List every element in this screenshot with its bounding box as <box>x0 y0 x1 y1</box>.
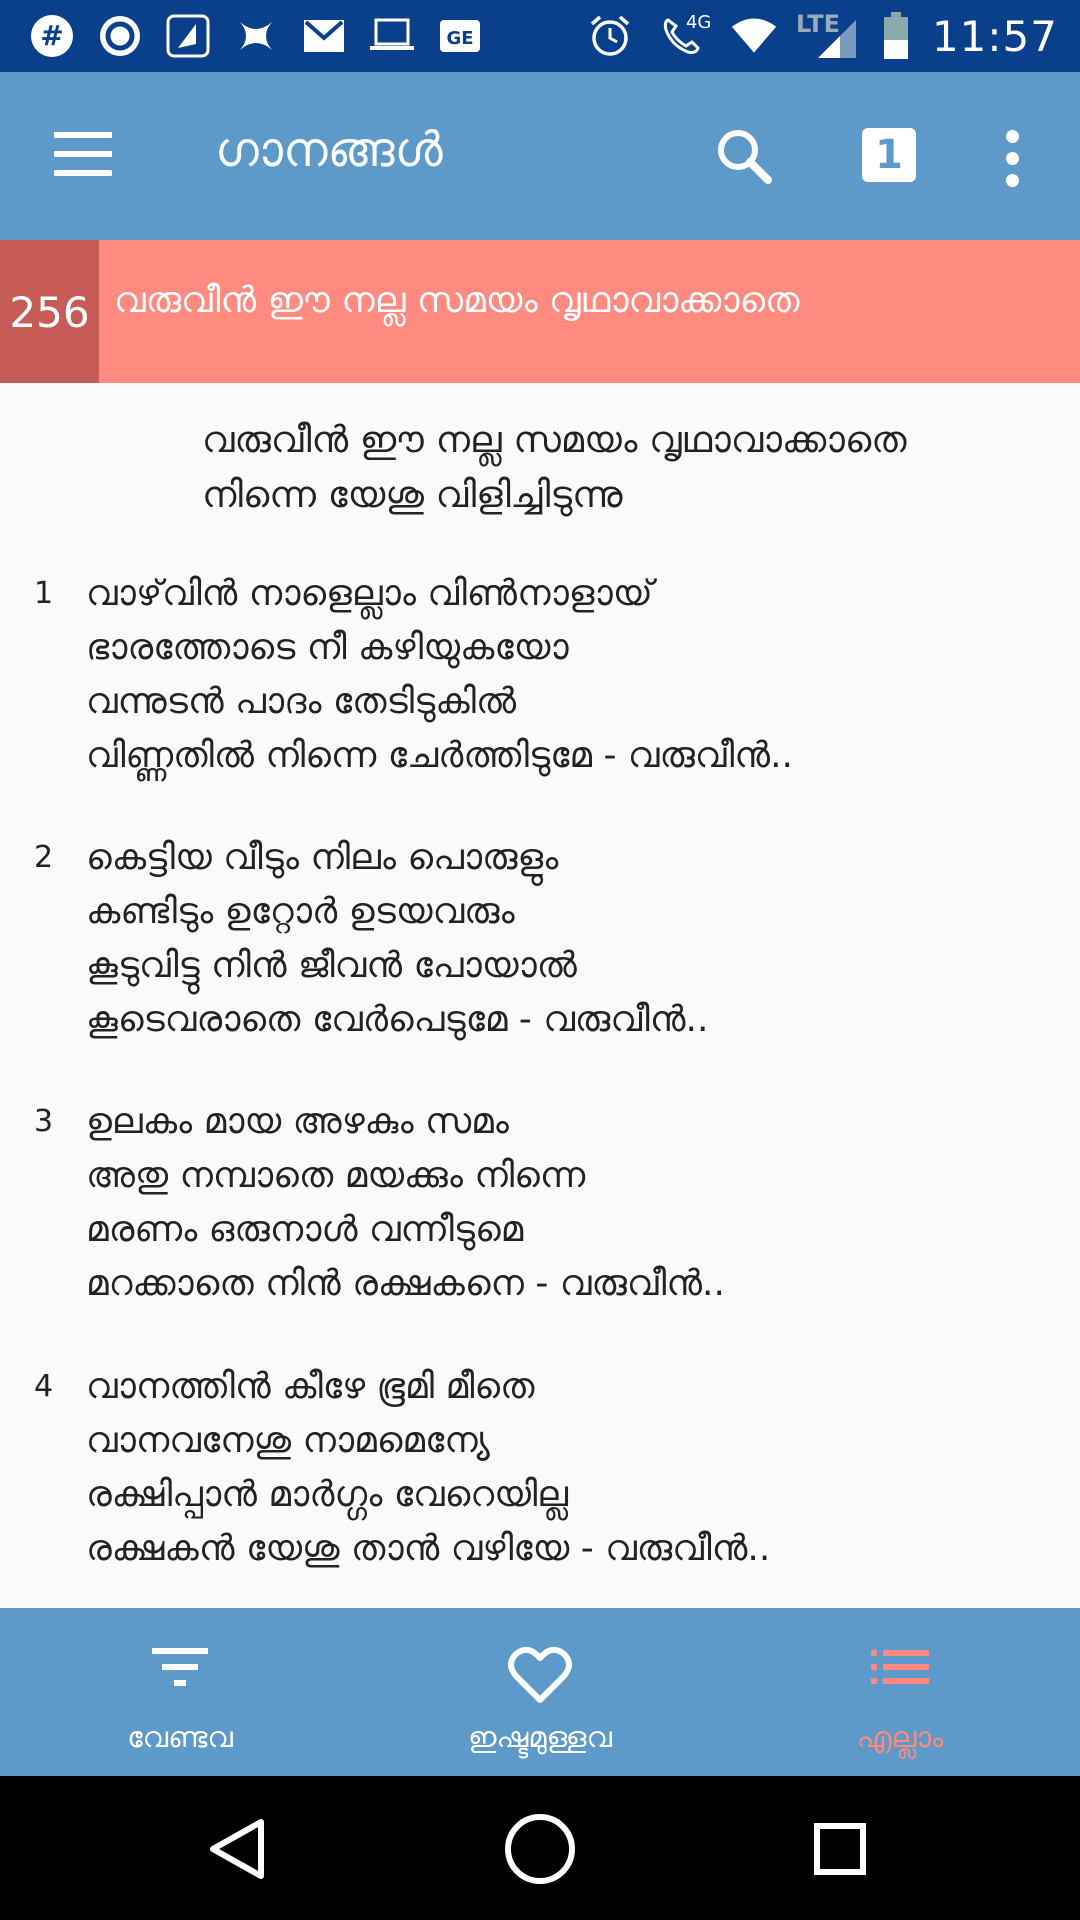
recents-icon[interactable] <box>795 1804 885 1894</box>
list-icon <box>871 1646 929 1694</box>
menu-icon[interactable] <box>54 130 114 180</box>
ge-icon <box>436 12 484 60</box>
stanza-line: കണ്ടിടും ഉറ്റോർ ഉടയവരും <box>86 891 515 932</box>
stanza-line: വന്നുടൻ പാദം തേടിടുകിൽ <box>86 681 517 722</box>
stanza-line: മറക്കാതെ നിൻ രക്ഷകനെ - വരുവീൻ.. <box>86 1263 725 1304</box>
chorus-line: നിന്നെ യേശു വിളിച്ചിടുന്നു <box>202 473 623 516</box>
stanza-line: വാനത്തിൻ കീഴേ ഭൂമി മീതെ <box>86 1366 535 1407</box>
song-title: വരുവീൻ ഈ നല്ല സമയം വൃഥാവാക്കാതെ <box>114 280 800 321</box>
stanza-line: കൂടെവരാതെ വേർപെടുമേ - വരുവീൻ.. <box>86 999 709 1040</box>
chorus <box>202 412 907 522</box>
nav-label: വേണ്ടവ <box>127 1720 233 1754</box>
filter-icon <box>150 1646 210 1694</box>
page-title: ഗാനങ്ങൾ <box>215 122 443 178</box>
notification-icons <box>28 10 484 62</box>
stanza-line: രക്ഷിപ്പാൻ മാർഗ്ഗം വേറെയില്ല <box>86 1474 569 1515</box>
font-size-button[interactable]: 1 <box>862 128 916 182</box>
stanza-line: വിണ്ണതിൽ നിന്നെ ചേർത്തിടുമേ - വരുവീൻ.. <box>86 735 793 776</box>
song-number: 256 <box>0 240 99 383</box>
wifi-icon <box>730 12 778 60</box>
xender-icon <box>232 12 280 60</box>
home-icon[interactable] <box>495 1804 585 1894</box>
system-status-icons <box>586 8 1058 64</box>
heart-icon <box>508 1646 572 1708</box>
search-icon[interactable] <box>714 126 774 186</box>
stanza-number: 1 <box>34 576 54 611</box>
stanza-line: വാനവനേശു നാമമെന്യേ <box>86 1420 490 1461</box>
stanza-line: ഉലകം മായ അഴകും സമം <box>86 1101 509 1142</box>
send-icon <box>164 12 212 60</box>
stanza-number: 2 <box>34 840 54 875</box>
song-header <box>0 240 1080 383</box>
lte-label: LTE <box>795 10 841 38</box>
signal-icon <box>796 12 860 60</box>
svg-text:GE: GE <box>446 28 474 49</box>
more-options-icon[interactable] <box>1004 128 1024 188</box>
gmail-icon <box>300 12 348 60</box>
nav-label: ഇഷ്ടമുള്ളവ <box>468 1720 612 1754</box>
stanza-line: കൂടുവിട്ടു നിൻ ജീവൻ പോയാൽ <box>86 945 577 986</box>
system-navigation-bar <box>0 1776 1080 1920</box>
clock: 11:57 <box>931 11 1058 61</box>
nav-label: എല്ലാം <box>856 1720 944 1754</box>
nav-all[interactable] <box>720 1608 1080 1776</box>
chorus-line: വരുവീൻ ഈ നല്ല സമയം വൃഥാവാക്കാതെ <box>202 418 907 461</box>
stanza-line: അതു നമ്പാതെ മയക്കും നിന്നെ <box>86 1155 586 1196</box>
stanza-line: ഭാരത്തോടെ നീ കഴിയുകയോ <box>86 627 569 668</box>
stanza-number: 3 <box>34 1104 54 1139</box>
stanza-line: കെട്ടിയ വീടും നിലം പൊരുളും <box>86 837 559 878</box>
status-bar <box>0 0 1080 72</box>
nav-favorites-filter[interactable] <box>0 1608 360 1776</box>
battery-icon <box>878 12 914 60</box>
alarm-icon <box>586 12 634 60</box>
wifi-calling-icon <box>652 12 712 60</box>
laptop-icon <box>368 12 416 60</box>
stanza-line: രക്ഷകൻ യേശു താൻ വഴിയേ - വരുവീൻ.. <box>86 1528 771 1569</box>
nav-liked[interactable] <box>360 1608 720 1776</box>
app-bar <box>0 72 1080 240</box>
back-icon[interactable] <box>195 1804 285 1894</box>
opera-icon <box>96 12 144 60</box>
stanza-line: മരണം ഒരുനാൾ വന്നീടുമെ <box>86 1209 524 1250</box>
bottom-navigation <box>0 1608 1080 1776</box>
stanza-number: 4 <box>34 1369 54 1404</box>
network-type: 4G <box>685 12 712 33</box>
svg-text:#: # <box>40 19 64 52</box>
stanza-line: വാഴ്‌വിൻ നാളെല്ലാം വിൺനാളായ് <box>86 573 653 614</box>
slack-icon <box>28 12 76 60</box>
